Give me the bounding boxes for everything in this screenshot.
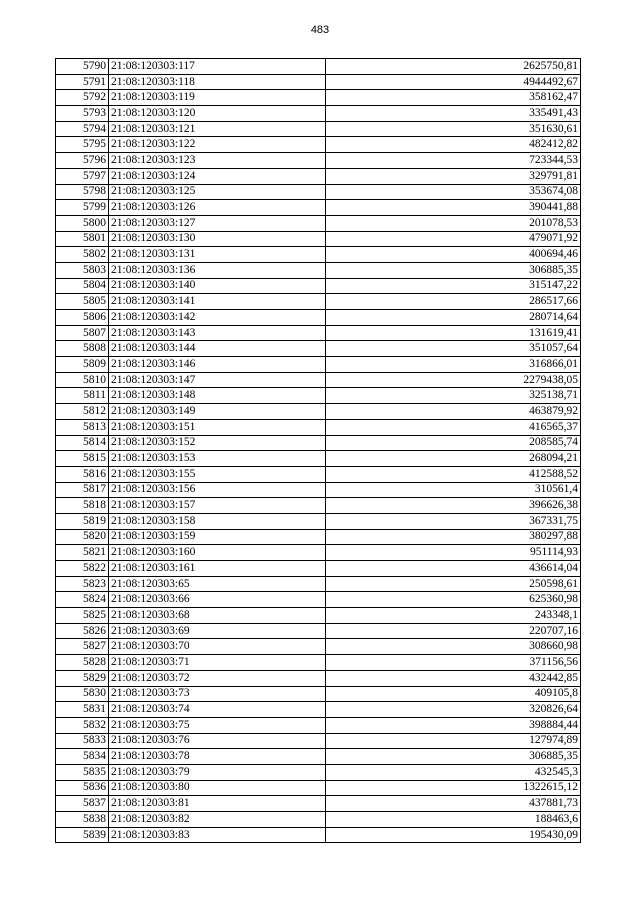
table-row bbox=[56, 655, 581, 671]
table-row bbox=[56, 561, 581, 577]
cadastral-number-cell: 21:08:120303:130 bbox=[109, 231, 326, 247]
row-number-cell: 5820 bbox=[56, 529, 109, 545]
table-row bbox=[56, 341, 581, 357]
value-cell: 316866,01 bbox=[326, 357, 581, 373]
table-row bbox=[56, 812, 581, 828]
value-cell: 306885,35 bbox=[326, 749, 581, 765]
value-cell: 335491,43 bbox=[326, 106, 581, 122]
row-number-cell: 5822 bbox=[56, 561, 109, 577]
cadastral-number-cell: 21:08:120303:153 bbox=[109, 451, 326, 467]
row-number-cell: 5819 bbox=[56, 513, 109, 529]
table-row bbox=[56, 545, 581, 561]
value-cell: 4944492,67 bbox=[326, 74, 581, 90]
value-cell: 358162,47 bbox=[326, 90, 581, 106]
row-number-cell: 5830 bbox=[56, 686, 109, 702]
cadastral-number-cell: 21:08:120303:72 bbox=[109, 670, 326, 686]
row-number-cell: 5801 bbox=[56, 231, 109, 247]
cadastral-number-cell: 21:08:120303:123 bbox=[109, 153, 326, 169]
row-number-cell: 5831 bbox=[56, 702, 109, 718]
row-number-cell: 5794 bbox=[56, 121, 109, 137]
table-row bbox=[56, 294, 581, 310]
cadastral-number-cell: 21:08:120303:121 bbox=[109, 121, 326, 137]
cadastral-number-cell: 21:08:120303:160 bbox=[109, 545, 326, 561]
value-cell: 723344,53 bbox=[326, 153, 581, 169]
value-cell: 625360,98 bbox=[326, 592, 581, 608]
cadastral-number-cell: 21:08:120303:149 bbox=[109, 404, 326, 420]
value-cell: 220707,16 bbox=[326, 623, 581, 639]
value-cell: 479071,92 bbox=[326, 231, 581, 247]
cadastral-number-cell: 21:08:120303:158 bbox=[109, 513, 326, 529]
table-row bbox=[56, 717, 581, 733]
cadastral-number-cell: 21:08:120303:141 bbox=[109, 294, 326, 310]
value-cell: 315147,22 bbox=[326, 278, 581, 294]
table-row bbox=[56, 576, 581, 592]
row-number-cell: 5839 bbox=[56, 827, 109, 843]
table-row bbox=[56, 121, 581, 137]
value-cell: 380297,88 bbox=[326, 529, 581, 545]
value-cell: 1322615,12 bbox=[326, 780, 581, 796]
table-row bbox=[56, 231, 581, 247]
value-cell: 131619,41 bbox=[326, 325, 581, 341]
row-number-cell: 5815 bbox=[56, 451, 109, 467]
row-number-cell: 5802 bbox=[56, 247, 109, 263]
row-number-cell: 5804 bbox=[56, 278, 109, 294]
cadastral-number-cell: 21:08:120303:143 bbox=[109, 325, 326, 341]
table-row bbox=[56, 498, 581, 514]
cadastral-number-cell: 21:08:120303:119 bbox=[109, 90, 326, 106]
value-cell: 188463,6 bbox=[326, 812, 581, 828]
cadastral-table bbox=[55, 58, 581, 843]
row-number-cell: 5833 bbox=[56, 733, 109, 749]
row-number-cell: 5824 bbox=[56, 592, 109, 608]
row-number-cell: 5836 bbox=[56, 780, 109, 796]
cadastral-number-cell: 21:08:120303:75 bbox=[109, 717, 326, 733]
table-row bbox=[56, 59, 581, 75]
row-number-cell: 5796 bbox=[56, 153, 109, 169]
row-number-cell: 5809 bbox=[56, 357, 109, 373]
row-number-cell: 5790 bbox=[56, 59, 109, 75]
cadastral-number-cell: 21:08:120303:146 bbox=[109, 357, 326, 373]
row-number-cell: 5817 bbox=[56, 482, 109, 498]
table-row bbox=[56, 466, 581, 482]
value-cell: 2279438,05 bbox=[326, 372, 581, 388]
value-cell: 371156,56 bbox=[326, 655, 581, 671]
table-row bbox=[56, 168, 581, 184]
value-cell: 400694,46 bbox=[326, 247, 581, 263]
table-row bbox=[56, 74, 581, 90]
value-cell: 412588,52 bbox=[326, 466, 581, 482]
value-cell: 243348,1 bbox=[326, 608, 581, 624]
row-number-cell: 5800 bbox=[56, 215, 109, 231]
row-number-cell: 5799 bbox=[56, 200, 109, 216]
value-cell: 351057,64 bbox=[326, 341, 581, 357]
value-cell: 437881,73 bbox=[326, 796, 581, 812]
cadastral-number-cell: 21:08:120303:126 bbox=[109, 200, 326, 216]
table-row bbox=[56, 106, 581, 122]
cadastral-number-cell: 21:08:120303:81 bbox=[109, 796, 326, 812]
table-row bbox=[56, 733, 581, 749]
value-cell: 2625750,81 bbox=[326, 59, 581, 75]
value-cell: 195430,09 bbox=[326, 827, 581, 843]
value-cell: 436614,04 bbox=[326, 561, 581, 577]
row-number-cell: 5826 bbox=[56, 623, 109, 639]
value-cell: 250598,61 bbox=[326, 576, 581, 592]
value-cell: 353674,08 bbox=[326, 184, 581, 200]
value-cell: 325138,71 bbox=[326, 388, 581, 404]
value-cell: 329791,81 bbox=[326, 168, 581, 184]
row-number-cell: 5793 bbox=[56, 106, 109, 122]
row-number-cell: 5818 bbox=[56, 498, 109, 514]
cadastral-number-cell: 21:08:120303:125 bbox=[109, 184, 326, 200]
value-cell: 482412,82 bbox=[326, 137, 581, 153]
table-row bbox=[56, 404, 581, 420]
row-number-cell: 5835 bbox=[56, 764, 109, 780]
cadastral-number-cell: 21:08:120303:76 bbox=[109, 733, 326, 749]
table-row bbox=[56, 702, 581, 718]
cadastral-number-cell: 21:08:120303:69 bbox=[109, 623, 326, 639]
row-number-cell: 5825 bbox=[56, 608, 109, 624]
table-row bbox=[56, 184, 581, 200]
table-row bbox=[56, 200, 581, 216]
table-row bbox=[56, 451, 581, 467]
table-row bbox=[56, 749, 581, 765]
row-number-cell: 5828 bbox=[56, 655, 109, 671]
row-number-cell: 5837 bbox=[56, 796, 109, 812]
value-cell: 320826,64 bbox=[326, 702, 581, 718]
value-cell: 310561,4 bbox=[326, 482, 581, 498]
cadastral-number-cell: 21:08:120303:70 bbox=[109, 639, 326, 655]
row-number-cell: 5798 bbox=[56, 184, 109, 200]
value-cell: 396626,38 bbox=[326, 498, 581, 514]
value-cell: 432545,3 bbox=[326, 764, 581, 780]
row-number-cell: 5810 bbox=[56, 372, 109, 388]
cadastral-number-cell: 21:08:120303:144 bbox=[109, 341, 326, 357]
cadastral-number-cell: 21:08:120303:78 bbox=[109, 749, 326, 765]
row-number-cell: 5813 bbox=[56, 419, 109, 435]
table-row bbox=[56, 262, 581, 278]
table-row bbox=[56, 247, 581, 263]
row-number-cell: 5791 bbox=[56, 74, 109, 90]
value-cell: 280714,64 bbox=[326, 310, 581, 326]
cadastral-number-cell: 21:08:120303:136 bbox=[109, 262, 326, 278]
table-row bbox=[56, 310, 581, 326]
table-row bbox=[56, 592, 581, 608]
page-number: 483 bbox=[310, 24, 330, 36]
cadastral-number-cell: 21:08:120303:159 bbox=[109, 529, 326, 545]
cadastral-number-cell: 21:08:120303:124 bbox=[109, 168, 326, 184]
cadastral-number-cell: 21:08:120303:131 bbox=[109, 247, 326, 263]
table-row bbox=[56, 388, 581, 404]
cadastral-number-cell: 21:08:120303:79 bbox=[109, 764, 326, 780]
cadastral-number-cell: 21:08:120303:66 bbox=[109, 592, 326, 608]
table-row bbox=[56, 670, 581, 686]
cadastral-number-cell: 21:08:120303:148 bbox=[109, 388, 326, 404]
cadastral-number-cell: 21:08:120303:161 bbox=[109, 561, 326, 577]
table-row bbox=[56, 419, 581, 435]
row-number-cell: 5807 bbox=[56, 325, 109, 341]
cadastral-number-cell: 21:08:120303:151 bbox=[109, 419, 326, 435]
table-row bbox=[56, 639, 581, 655]
row-number-cell: 5811 bbox=[56, 388, 109, 404]
value-cell: 367331,75 bbox=[326, 513, 581, 529]
table-row bbox=[56, 608, 581, 624]
row-number-cell: 5795 bbox=[56, 137, 109, 153]
table-row bbox=[56, 90, 581, 106]
value-cell: 286517,66 bbox=[326, 294, 581, 310]
row-number-cell: 5827 bbox=[56, 639, 109, 655]
table-body bbox=[56, 59, 581, 843]
cadastral-number-cell: 21:08:120303:117 bbox=[109, 59, 326, 75]
cadastral-number-cell: 21:08:120303:152 bbox=[109, 435, 326, 451]
table-row bbox=[56, 623, 581, 639]
value-cell: 201078,53 bbox=[326, 215, 581, 231]
value-cell: 463879,92 bbox=[326, 404, 581, 420]
table-row bbox=[56, 215, 581, 231]
row-number-cell: 5821 bbox=[56, 545, 109, 561]
row-number-cell: 5838 bbox=[56, 812, 109, 828]
cadastral-number-cell: 21:08:120303:71 bbox=[109, 655, 326, 671]
row-number-cell: 5834 bbox=[56, 749, 109, 765]
row-number-cell: 5797 bbox=[56, 168, 109, 184]
table-row bbox=[56, 278, 581, 294]
cadastral-number-cell: 21:08:120303:82 bbox=[109, 812, 326, 828]
table-row bbox=[56, 686, 581, 702]
value-cell: 308660,98 bbox=[326, 639, 581, 655]
value-cell: 951114,93 bbox=[326, 545, 581, 561]
row-number-cell: 5816 bbox=[56, 466, 109, 482]
row-number-cell: 5805 bbox=[56, 294, 109, 310]
row-number-cell: 5823 bbox=[56, 576, 109, 592]
cadastral-number-cell: 21:08:120303:68 bbox=[109, 608, 326, 624]
cadastral-number-cell: 21:08:120303:118 bbox=[109, 74, 326, 90]
table-row bbox=[56, 764, 581, 780]
cadastral-number-cell: 21:08:120303:122 bbox=[109, 137, 326, 153]
cadastral-number-cell: 21:08:120303:156 bbox=[109, 482, 326, 498]
value-cell: 416565,37 bbox=[326, 419, 581, 435]
row-number-cell: 5814 bbox=[56, 435, 109, 451]
cadastral-number-cell: 21:08:120303:147 bbox=[109, 372, 326, 388]
table-row bbox=[56, 513, 581, 529]
value-cell: 390441,88 bbox=[326, 200, 581, 216]
table-row bbox=[56, 357, 581, 373]
cadastral-number-cell: 21:08:120303:74 bbox=[109, 702, 326, 718]
cadastral-number-cell: 21:08:120303:140 bbox=[109, 278, 326, 294]
cadastral-number-cell: 21:08:120303:155 bbox=[109, 466, 326, 482]
table-row bbox=[56, 529, 581, 545]
table-row bbox=[56, 780, 581, 796]
row-number-cell: 5792 bbox=[56, 90, 109, 106]
cadastral-number-cell: 21:08:120303:142 bbox=[109, 310, 326, 326]
row-number-cell: 5806 bbox=[56, 310, 109, 326]
cadastral-number-cell: 21:08:120303:83 bbox=[109, 827, 326, 843]
cadastral-number-cell: 21:08:120303:65 bbox=[109, 576, 326, 592]
cadastral-number-cell: 21:08:120303:120 bbox=[109, 106, 326, 122]
cadastral-number-cell: 21:08:120303:157 bbox=[109, 498, 326, 514]
value-cell: 208585,74 bbox=[326, 435, 581, 451]
row-number-cell: 5812 bbox=[56, 404, 109, 420]
value-cell: 351630,61 bbox=[326, 121, 581, 137]
cadastral-number-cell: 21:08:120303:127 bbox=[109, 215, 326, 231]
table-row bbox=[56, 796, 581, 812]
value-cell: 398884,44 bbox=[326, 717, 581, 733]
value-cell: 306885,35 bbox=[326, 262, 581, 278]
cadastral-number-cell: 21:08:120303:80 bbox=[109, 780, 326, 796]
row-number-cell: 5832 bbox=[56, 717, 109, 733]
value-cell: 432442,85 bbox=[326, 670, 581, 686]
value-cell: 268094,21 bbox=[326, 451, 581, 467]
row-number-cell: 5803 bbox=[56, 262, 109, 278]
value-cell: 409105,8 bbox=[326, 686, 581, 702]
cadastral-number-cell: 21:08:120303:73 bbox=[109, 686, 326, 702]
table-row bbox=[56, 827, 581, 843]
row-number-cell: 5829 bbox=[56, 670, 109, 686]
table-row bbox=[56, 482, 581, 498]
row-number-cell: 5808 bbox=[56, 341, 109, 357]
table-row bbox=[56, 435, 581, 451]
table-row bbox=[56, 137, 581, 153]
table-row bbox=[56, 372, 581, 388]
table-row bbox=[56, 325, 581, 341]
table-row bbox=[56, 153, 581, 169]
value-cell: 127974,89 bbox=[326, 733, 581, 749]
